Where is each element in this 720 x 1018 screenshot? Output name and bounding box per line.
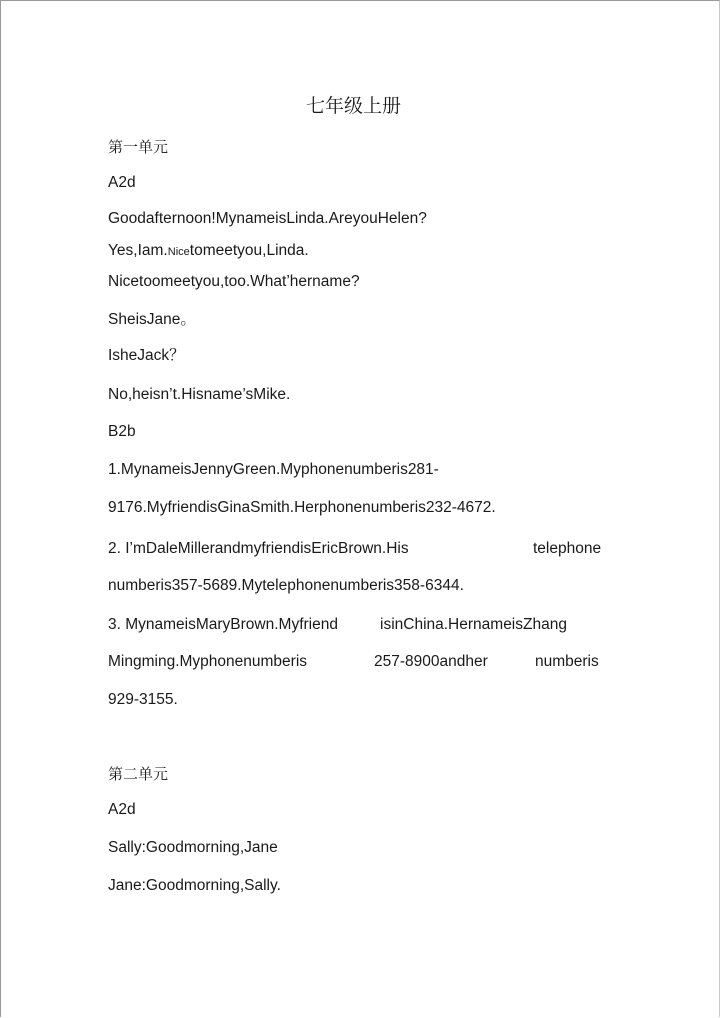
unit1-heading: 第一单元 xyxy=(108,138,169,156)
unit1-b2b-label: B2b xyxy=(108,423,136,440)
unit2-a2d-line-2: Jane:Goodmorning,Sally. xyxy=(108,877,281,894)
unit2-a2d-label: A2d xyxy=(108,801,136,818)
unit1-a2d-line-6: No,heisn’t.Hisname’sMike. xyxy=(108,386,291,403)
b2b-p2-line-2: numberis357-5689.Mytelephonenumberis358-6344. xyxy=(108,577,464,594)
b2b-p3-line-1a: 3. MynameisMaryBrown.Myfriend xyxy=(108,616,338,633)
line-2-part-a: Yes,Iam. xyxy=(108,242,168,259)
unit1-a2d-line-2 xyxy=(108,241,309,262)
line-2-part-b: tomeetyou,Linda. xyxy=(189,242,309,259)
unit1-a2d-line-4: SheisJane。 xyxy=(108,311,196,328)
b2b-p3-line-1b: isinChina.HernameisZhang xyxy=(380,616,567,633)
unit1-a2d-line-1: Goodafternoon!MynameisLinda.AreyouHelen? xyxy=(108,210,427,227)
unit1-a2d-label: A2d xyxy=(108,174,136,191)
b2b-p1-line-2: 9176.MyfriendisGinaSmith.Herphonenumberis232-4672. xyxy=(108,499,496,516)
b2b-p3-line-3: 929-3155. xyxy=(108,691,178,708)
b2b-p3-line-2a: Mingming.Myphonenumberis xyxy=(108,653,308,670)
b2b-p2-line-1a: 2. I’mDaleMillerandmyfriendisEricBrown.His xyxy=(108,540,409,557)
page-title: 七年级上册 xyxy=(306,95,402,117)
b2b-p1-line-1: 1.MynameisJennyGreen.Myphonenumberis281- xyxy=(108,461,439,478)
b2b-p3-line-2b: 257-8900andher xyxy=(374,653,488,670)
unit2-a2d-line-1: Sally:Goodmorning,Jane xyxy=(108,839,278,856)
line-2-small-word: Nice xyxy=(167,246,190,258)
unit1-a2d-line-5: IsheJack？ xyxy=(108,347,185,364)
b2b-p3-line-2c: numberis xyxy=(535,653,599,670)
b2b-p2-line-1b: telephone xyxy=(533,540,602,557)
unit2-heading: 第二单元 xyxy=(108,765,169,783)
unit1-a2d-line-3: Nicetoomeetyou,too.What’hername? xyxy=(108,273,360,290)
